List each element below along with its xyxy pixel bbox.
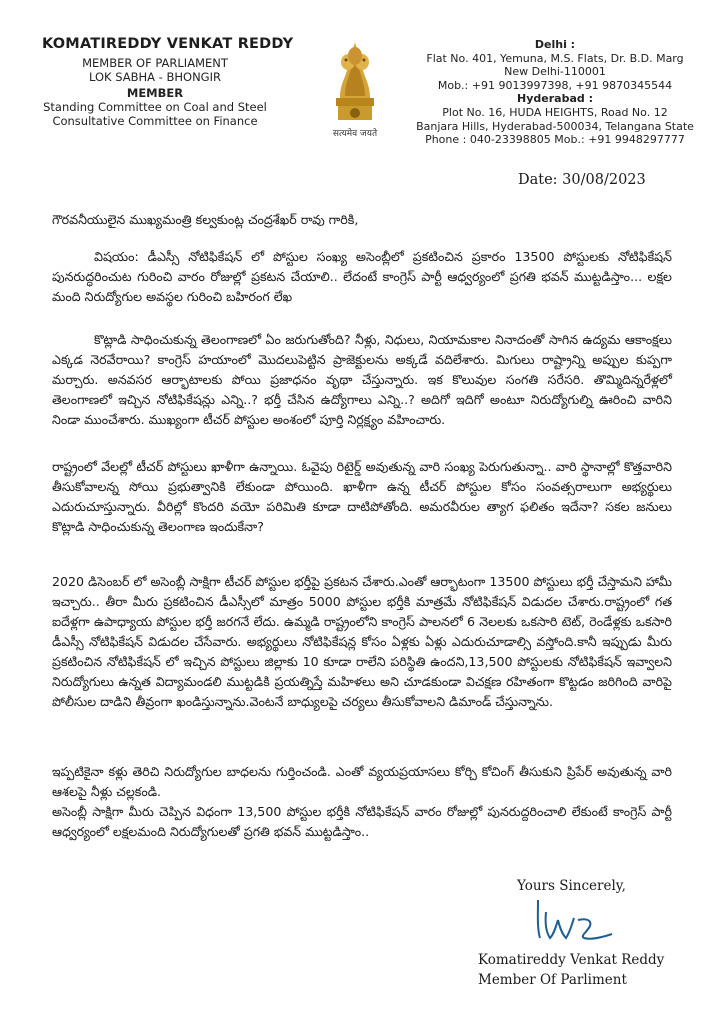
salutation: గౌరవనీయులైన ముఖ్యమంత్రి కల్వకుంట్ల చంద్రశేఖర్ రావు గారికి, bbox=[52, 212, 359, 227]
committee-2: Consultative Committee on Finance bbox=[52, 114, 258, 128]
delhi-address-2: New Delhi-110001 bbox=[504, 65, 606, 79]
signer-name: Komatireddy Venkat Reddy bbox=[478, 952, 665, 968]
signature-image bbox=[532, 894, 622, 946]
address-block bbox=[405, 38, 705, 147]
paragraph-2: రాష్ట్రంలో వేలల్లో టీచర్ పోస్టులు ఖాళీగా ఉన్నాయి. ఓవైపు రిటైర్డ్ అవుతున్న వారి సంఖ్య పెరుగుతున్నా.. వారి స్థానాల్లో కొత్తవారిని తీసుకోవాలన్న సోయి ప్రభుత్వానికి లేకుండా పోయింది. ఖాళీగా ఉన్న టీచర్ పోస్టుల కోసం సంవత్సరాలుగా అభ్యర్థులు ఎదురుచూస్తున్నారు. వీరిల్లో కొందరి వయో పరిమితి కూడా దాటిపోతోంది. అమరవీరుల త్యాగ ఫలితం ఇదేనా? సకల జనులు కొట్లాడి సాధించుకున్న తెలంగాణ ఇందుకేనా? bbox=[52, 459, 672, 534]
paragraph-1: కొట్లాడి సాధించుకున్న తెలంగాణలో ఏం జరుగుతోంది? నీళ్లు, నిధులు, నియామకాల నినాదంతో సాగిన ఉద్యమ ఆకాంక్షలు ఎక్కడ నెరవేరాయి? కాంగ్రెస్ హయాంలో మొదలుపెట్టిన ప్రాజెక్టులను అక్కడే వదిలేశారు. మిగులు రాష్ట్రాన్ని అప్పుల కుప్పగా మర్చారు. అనవసర ఆర్భాటాలకు పోయి ప్రజాధనం వృథా చేస్తున్నారు. ఇక కొలువుల సంగతి సరేసరి. తొమ్మిదిన్నరేళ్లలో తెలంగాణలో ఇచ్చిన నోటిఫికేషన్లు ఎన్ని..? భర్తీ చేసిన ఉద్యోగాలు ఎన్ని..? అదిగో ఇదిగో అంటూ నిరుద్యోగుల్ని ఊరించి వారిని నిండా ముంచేశారు. ముఖ్యంగా టీచర్ పోస్టుల అంశంలో పూర్తి నిర్లక్ష్యం వహించారు. bbox=[52, 332, 672, 427]
subject: విషయం: డీఎస్సీ నోటిఫికేషన్ లో పోస్టుల సంఖ్య అసెంబ్లీలో ప్రకటించిన ప్రకారం 13500 పోస్టులకు నోటిఫికేషన్ పునరుద్ధరించుట గురించి వారం రోజుల్లో ప్రకటన చేయాలి.. లేదంటే కాంగ్రెస్ పార్టీ ఆధ్వర్యంలో ప్రగతి భవన్ ముట్టడిస్తాం... లక్షల మంది నిరుద్యోగుల అవస్థల గురించి బహిరంగ లేఖ bbox=[52, 249, 672, 304]
paragraph-4-a: ఇప్పటికైనా కళ్లు తెరిచి నిరుద్యోగుల బాధలను గుర్తించండి. ఎంతో వ్యయప్రయాసలు కోర్చి కోచింగ్ తీసుకుని ప్రిపేర్ అవుతున్న వారి ఆశలపై నీళ్లు చల్లకండి. bbox=[52, 764, 672, 799]
hyderabad-address-1: Plot No. 16, HUDA HEIGHTS, Road No. 12 bbox=[442, 105, 668, 119]
sender-name: KOMATIREDDY VENKAT REDDY bbox=[42, 36, 294, 52]
delhi-mobile: Mob.: +91 9013997398, +91 9870345544 bbox=[437, 78, 673, 92]
sender-title: MEMBER OF PARLIAMENT bbox=[82, 56, 228, 70]
member-label: MEMBER bbox=[126, 86, 184, 100]
signer-block bbox=[478, 950, 664, 990]
paragraph-3: 2020 డిసెంబర్ లో అసెంబ్లీ సాక్షిగా టీచర్ పోస్టుల భర్తీపై ప్రకటన చేశారు.ఎంతో ఆర్భాటంగా 13500 పోస్టులు భర్తీ చేస్తామని హామీ ఇచ్చారు.. తీరా మీరు ప్రకటించిన డీఎస్సీలో మాత్రం 5000 పోస్టుల భర్తీకి మాత్రమే నోటిఫికేషన్ విడుదల చేశారు.రాష్ట్రంలో గత ఐదేళ్లగా ఉపాధ్యాయ పోస్టుల భర్తీ జరగనే లేదు. ఉమ్మడి రాష్ట్రంలోని కాంగ్రెస్ పాలనలో 6 నెలలకు ఒకసారి టెట్, రెండేళ్లకు ఒకసారి డీఎస్సీ నోటిఫికేషన్ విడుదల చేసేవారు. అభ్యర్థులు నోటిఫికేషన్ల కోసం ఏళ్లకు ఏళ్లు ఎదురుచూడాల్సి వస్తోంది.కానీ ఇప్పుడు మీరు ప్రకటించిన నోటిఫికేషన్ లో ఇచ్చిన పోస్టులు జిల్లాకు 10 కూడా రాలేని పరిస్థితి ఉందని,13,500 పోస్టులకు నోటిఫికేషన్ ఇవ్వాలని నిరుద్యోగులు ఉన్నత విద్యామండలి ముట్టడికి ప్రయత్నిస్తే మహిళలు అని చూడకుండా విచక్షణ రహితంగా కొట్టడం జరిగింది వారిపై పోలీసుల దాడిని తీవ్రంగా ఖండిస్తున్నాను.వెంటనే బాధ్యులపై చర్యలు తీసుకోవాలని డిమాండ్ చేస్తున్నాను. bbox=[52, 574, 672, 709]
closing: Yours Sincerely, bbox=[517, 878, 626, 894]
paragraph-4 bbox=[52, 762, 672, 842]
committee-1: Standing Committee on Coal and Steel bbox=[43, 100, 267, 114]
delhi-address-1: Flat No. 401, Yemuna, M.S. Flats, Dr. B.D. Marg bbox=[426, 51, 684, 65]
sender-constituency: LOK SABHA - BHONGIR bbox=[89, 70, 221, 84]
national-emblem-icon bbox=[318, 28, 392, 148]
hyderabad-phone: Phone : 040-23398805 Mob.: +91 9948297777 bbox=[425, 133, 685, 147]
delhi-heading: Delhi : bbox=[534, 38, 576, 51]
hyderabad-address-2: Banjara Hills, Hyderabad-500034, Telangana State bbox=[416, 119, 694, 133]
signer-title: Member Of Parliment bbox=[478, 972, 627, 988]
paragraph-4-b: అసెంబ్లీ సాక్షిగా మీరు చెప్పిన విధంగా 13,500 పోస్టుల భర్తీకి నోటిఫికేషన్ వారం రోజుల్లో పునరుద్దరించాలి లేకుంటే కాంగ్రెస్ పార్టీ ఆధ్వర్యంలో లక్షలమంది నిరుద్యోగులతో ప్రగతి భవన్ ముట్టడిస్తాం.. bbox=[52, 804, 672, 839]
hyderabad-heading: Hyderabad : bbox=[517, 92, 593, 106]
emblem-motto: सत्यमेव जयते bbox=[332, 129, 378, 139]
sender-details bbox=[40, 56, 270, 128]
letter-date: Date: 30/08/2023 bbox=[518, 172, 646, 188]
